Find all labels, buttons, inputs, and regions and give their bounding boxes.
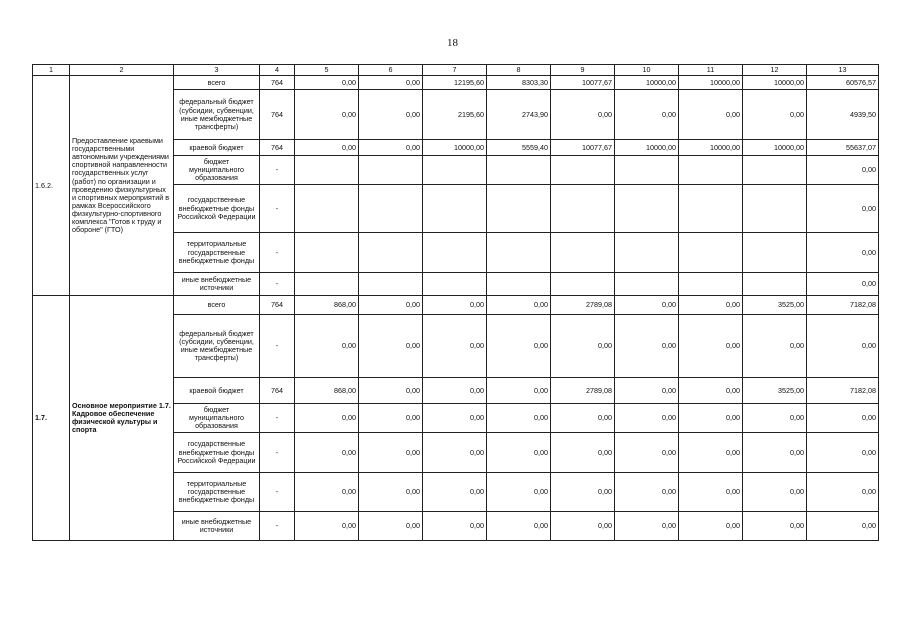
total-amount-cell: 0,00 — [807, 273, 879, 296]
year-amount-cell: 0,00 — [615, 473, 679, 512]
year-amount-cell — [679, 185, 743, 233]
year-amount-cell: 0,00 — [423, 512, 487, 541]
year-amount-cell: 0,00 — [743, 433, 807, 473]
year-amount-cell: 0,00 — [679, 404, 743, 433]
year-amount-cell: 0,00 — [551, 473, 615, 512]
year-amount-cell: 5559,40 — [487, 140, 551, 156]
year-amount-cell: 0,00 — [295, 76, 359, 90]
year-amount-cell: 2789,08 — [551, 296, 615, 315]
year-amount-cell: 0,00 — [423, 433, 487, 473]
year-amount-cell: 0,00 — [487, 315, 551, 378]
year-amount-cell: 0,00 — [487, 404, 551, 433]
year-amount-cell: 0,00 — [295, 473, 359, 512]
year-amount-cell: 0,00 — [359, 140, 423, 156]
year-amount-cell — [743, 185, 807, 233]
year-amount-cell — [295, 233, 359, 273]
measure-name-cell: Основное мероприятие 1.7. Кадровое обеспечение физической культуры и спорта — [70, 296, 174, 541]
column-number-cell: 8 — [487, 65, 551, 76]
column-number-cell: 13 — [807, 65, 879, 76]
total-amount-cell: 0,00 — [807, 404, 879, 433]
year-amount-cell: 0,00 — [551, 315, 615, 378]
funding-source-cell: территориальные государственные внебюджетные фонды — [174, 233, 260, 273]
year-amount-cell — [359, 156, 423, 185]
year-amount-cell: 0,00 — [295, 512, 359, 541]
year-amount-cell: 0,00 — [295, 90, 359, 140]
column-number-cell: 1 — [33, 65, 70, 76]
measure-code-cell: 1.7. — [33, 296, 70, 541]
year-amount-cell: 10000,00 — [679, 76, 743, 90]
year-amount-cell — [551, 156, 615, 185]
year-amount-cell — [359, 185, 423, 233]
year-amount-cell: 0,00 — [359, 76, 423, 90]
year-amount-cell: 10000,00 — [743, 140, 807, 156]
grbs-code-cell: - — [260, 512, 295, 541]
column-number-cell: 10 — [615, 65, 679, 76]
year-amount-cell — [423, 233, 487, 273]
year-amount-cell: 0,00 — [743, 512, 807, 541]
year-amount-cell: 10000,00 — [679, 140, 743, 156]
budget-table — [32, 64, 879, 541]
grbs-code-cell: - — [260, 315, 295, 378]
grbs-code-cell: - — [260, 185, 295, 233]
year-amount-cell: 0,00 — [359, 473, 423, 512]
year-amount-cell: 0,00 — [743, 315, 807, 378]
year-amount-cell — [487, 156, 551, 185]
year-amount-cell: 0,00 — [423, 378, 487, 404]
total-amount-cell: 0,00 — [807, 185, 879, 233]
funding-source-cell: федеральный бюджет (субсидии, субвенции, иные межбюджетные трансферты) — [174, 90, 260, 140]
grbs-code-cell: - — [260, 273, 295, 296]
column-number-cell: 12 — [743, 65, 807, 76]
year-amount-cell: 0,00 — [487, 512, 551, 541]
year-amount-cell — [679, 273, 743, 296]
funding-source-cell: бюджет муниципального образования — [174, 404, 260, 433]
year-amount-cell: 868,00 — [295, 378, 359, 404]
total-amount-cell: 0,00 — [807, 473, 879, 512]
funding-source-cell: иные внебюджетные источники — [174, 273, 260, 296]
total-amount-cell: 60576,57 — [807, 76, 879, 90]
year-amount-cell: 10000,00 — [615, 140, 679, 156]
year-amount-cell: 0,00 — [359, 378, 423, 404]
year-amount-cell: 0,00 — [359, 512, 423, 541]
year-amount-cell: 0,00 — [615, 296, 679, 315]
column-number-cell: 11 — [679, 65, 743, 76]
year-amount-cell: 0,00 — [423, 315, 487, 378]
funding-source-cell: бюджет муниципального образования — [174, 156, 260, 185]
year-amount-cell: 0,00 — [679, 473, 743, 512]
year-amount-cell: 0,00 — [615, 378, 679, 404]
year-amount-cell: 0,00 — [679, 378, 743, 404]
measure-code-cell: 1.6.2. — [33, 76, 70, 296]
year-amount-cell: 0,00 — [679, 512, 743, 541]
total-amount-cell: 0,00 — [807, 433, 879, 473]
year-amount-cell: 0,00 — [615, 433, 679, 473]
year-amount-cell: 0,00 — [615, 315, 679, 378]
year-amount-cell: 2195,60 — [423, 90, 487, 140]
year-amount-cell: 10000,00 — [743, 76, 807, 90]
year-amount-cell — [615, 156, 679, 185]
year-amount-cell: 0,00 — [551, 512, 615, 541]
year-amount-cell — [551, 273, 615, 296]
column-number-cell: 9 — [551, 65, 615, 76]
year-amount-cell: 0,00 — [487, 473, 551, 512]
year-amount-cell: 0,00 — [359, 90, 423, 140]
grbs-code-cell: 764 — [260, 296, 295, 315]
year-amount-cell: 8303,30 — [487, 76, 551, 90]
funding-source-cell: государственные внебюджетные фонды Российской Федерации — [174, 185, 260, 233]
year-amount-cell — [743, 233, 807, 273]
funding-source-cell: всего — [174, 76, 260, 90]
column-number-cell: 4 — [260, 65, 295, 76]
year-amount-cell: 0,00 — [743, 404, 807, 433]
year-amount-cell — [487, 185, 551, 233]
year-amount-cell — [551, 185, 615, 233]
year-amount-cell: 10077,67 — [551, 76, 615, 90]
year-amount-cell — [615, 185, 679, 233]
year-amount-cell: 0,00 — [615, 512, 679, 541]
year-amount-cell: 3525,00 — [743, 296, 807, 315]
measure-name-cell: Предоставление краевыми государственными автономными учреждениями спортивной направленности государственных услуг (работ) по организации и проведению физкультурных и спортивных мероприятий в рамках Всероссийского физкультурно-спортивного комплекса "Готов к труду и обороне" (ГТО) — [70, 76, 174, 296]
column-number-cell: 6 — [359, 65, 423, 76]
year-amount-cell: 0,00 — [679, 90, 743, 140]
year-amount-cell: 0,00 — [551, 404, 615, 433]
year-amount-cell: 0,00 — [679, 315, 743, 378]
year-amount-cell — [487, 233, 551, 273]
year-amount-cell: 0,00 — [615, 90, 679, 140]
year-amount-cell — [679, 233, 743, 273]
year-amount-cell: 0,00 — [295, 315, 359, 378]
year-amount-cell: 0,00 — [423, 296, 487, 315]
year-amount-cell — [487, 273, 551, 296]
year-amount-cell: 0,00 — [423, 404, 487, 433]
year-amount-cell: 0,00 — [487, 296, 551, 315]
grbs-code-cell: 764 — [260, 90, 295, 140]
year-amount-cell — [743, 156, 807, 185]
year-amount-cell: 0,00 — [359, 404, 423, 433]
year-amount-cell: 0,00 — [615, 404, 679, 433]
year-amount-cell — [615, 273, 679, 296]
year-amount-cell: 0,00 — [295, 404, 359, 433]
funding-source-cell: краевой бюджет — [174, 378, 260, 404]
year-amount-cell — [423, 185, 487, 233]
year-amount-cell: 0,00 — [679, 296, 743, 315]
year-amount-cell — [423, 156, 487, 185]
year-amount-cell — [295, 273, 359, 296]
table-row — [33, 76, 879, 90]
year-amount-cell: 3525,00 — [743, 378, 807, 404]
year-amount-cell: 0,00 — [487, 433, 551, 473]
funding-source-cell: федеральный бюджет (субсидии, субвенции, иные межбюджетные трансферты) — [174, 315, 260, 378]
funding-source-cell: территориальные государственные внебюджетные фонды — [174, 473, 260, 512]
total-amount-cell: 0,00 — [807, 233, 879, 273]
year-amount-cell: 0,00 — [359, 433, 423, 473]
year-amount-cell: 10000,00 — [423, 140, 487, 156]
year-amount-cell — [743, 273, 807, 296]
year-amount-cell — [359, 273, 423, 296]
grbs-code-cell: 764 — [260, 76, 295, 90]
year-amount-cell — [359, 233, 423, 273]
year-amount-cell: 0,00 — [295, 433, 359, 473]
table-header-row — [33, 65, 879, 76]
year-amount-cell — [551, 233, 615, 273]
total-amount-cell: 0,00 — [807, 512, 879, 541]
year-amount-cell: 12195,60 — [423, 76, 487, 90]
grbs-code-cell: - — [260, 404, 295, 433]
year-amount-cell: 0,00 — [551, 433, 615, 473]
year-amount-cell: 10077,67 — [551, 140, 615, 156]
year-amount-cell — [615, 233, 679, 273]
funding-source-cell: государственные внебюджетные фонды Российской Федерации — [174, 433, 260, 473]
grbs-code-cell: - — [260, 233, 295, 273]
total-amount-cell: 0,00 — [807, 156, 879, 185]
grbs-code-cell: - — [260, 433, 295, 473]
year-amount-cell — [295, 156, 359, 185]
year-amount-cell — [295, 185, 359, 233]
year-amount-cell — [423, 273, 487, 296]
funding-source-cell: иные внебюджетные источники — [174, 512, 260, 541]
year-amount-cell: 0,00 — [359, 296, 423, 315]
column-number-cell: 5 — [295, 65, 359, 76]
grbs-code-cell: 764 — [260, 378, 295, 404]
year-amount-cell: 0,00 — [359, 315, 423, 378]
table-row — [33, 296, 879, 315]
year-amount-cell: 0,00 — [551, 90, 615, 140]
year-amount-cell: 0,00 — [423, 473, 487, 512]
total-amount-cell: 7182,08 — [807, 378, 879, 404]
funding-source-cell: всего — [174, 296, 260, 315]
year-amount-cell: 868,00 — [295, 296, 359, 315]
grbs-code-cell: - — [260, 473, 295, 512]
year-amount-cell: 0,00 — [487, 378, 551, 404]
total-amount-cell: 0,00 — [807, 315, 879, 378]
total-amount-cell: 4939,50 — [807, 90, 879, 140]
year-amount-cell — [679, 156, 743, 185]
column-number-cell: 2 — [70, 65, 174, 76]
total-amount-cell: 7182,08 — [807, 296, 879, 315]
year-amount-cell: 2743,90 — [487, 90, 551, 140]
year-amount-cell: 10000,00 — [615, 76, 679, 90]
year-amount-cell: 2789,08 — [551, 378, 615, 404]
year-amount-cell: 0,00 — [679, 433, 743, 473]
grbs-code-cell: 764 — [260, 140, 295, 156]
year-amount-cell: 0,00 — [743, 473, 807, 512]
funding-source-cell: краевой бюджет — [174, 140, 260, 156]
year-amount-cell: 0,00 — [295, 140, 359, 156]
column-number-cell: 7 — [423, 65, 487, 76]
grbs-code-cell: - — [260, 156, 295, 185]
total-amount-cell: 55637,07 — [807, 140, 879, 156]
column-number-cell: 3 — [174, 65, 260, 76]
page-number: 18 — [447, 37, 458, 49]
year-amount-cell: 0,00 — [743, 90, 807, 140]
